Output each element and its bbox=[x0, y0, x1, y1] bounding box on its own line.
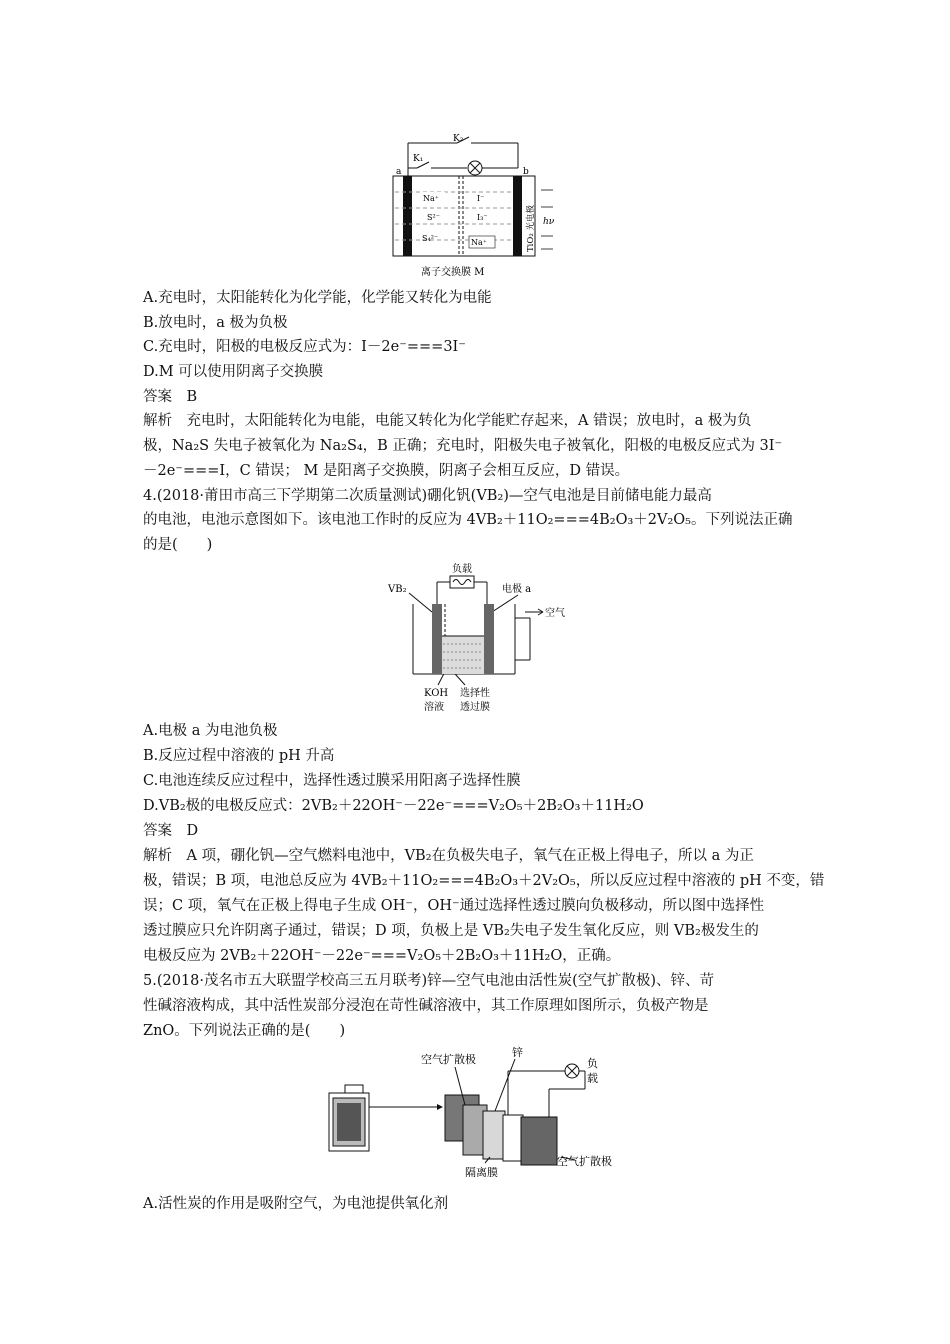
fig2-koh-label-1: KOH bbox=[424, 688, 449, 699]
fig3-separator-label: 隔离膜 bbox=[465, 1166, 498, 1177]
q4-stem-1: 4.(2018·莆田市高三下学期第二次质量测试)硼化钒(VB₂)—空气电池是目前储电能力最高 bbox=[143, 488, 712, 504]
q4-stem-2: 的电池，电池示意图如下。该电池工作时的反应为 4VB₂＋11O₂===4B₂O₃＋2V₂O₅。下列说法正确 bbox=[143, 512, 793, 528]
q3-option-c: C.充电时，阳极的电极反应式为：I－2e⁻===3I⁻ bbox=[143, 339, 466, 355]
q5-stem-2: 性碱溶液构成，其中活性炭部分浸泡在苛性碱溶液中，其工作原理如图所示，负极产物是 bbox=[143, 998, 709, 1014]
fig1-label-a: a bbox=[396, 167, 402, 177]
q3-explanation-2: 极，Na₂S 失电子被氧化为 Na₂S₄，B 正确；充电时，阳极失电子被氧化，阳极的电极反应式为 3I⁻ bbox=[143, 438, 783, 454]
fig1-ion-na-left: Na⁺ bbox=[423, 194, 439, 203]
fig1-ion-i: I⁻ bbox=[477, 194, 485, 203]
fig1-label-k2: K₂ bbox=[453, 134, 464, 144]
fig1-photoelectrode-label: TiO₂ 光电极 bbox=[526, 205, 536, 252]
fig2-vb2-label: VB₂ bbox=[388, 584, 407, 595]
q3-answer: 答案 B bbox=[143, 389, 198, 405]
q5-stem-1: 5.(2018·茂名市五大联盟学校高三五月联考)锌—空气电池由活性炭(空气扩散极)、锌、苛 bbox=[143, 973, 714, 989]
fig1-ion-s4: S₄²⁻ bbox=[422, 234, 439, 243]
q3-explanation-1: 解析 充电时，太阳能转化为电能，电能又转化为化学能贮存起来，A 错误；放电时，a 极为负 bbox=[143, 413, 752, 429]
fig1-label-k1: K₁ bbox=[413, 154, 424, 164]
q4-explanation-3: 误；C 项，氧气在正极上得电子生成 OH⁻，OH⁻通过选择性透过膜向负极移动，所以图中选择性 bbox=[143, 898, 765, 914]
fig2-membrane-label-2: 透过膜 bbox=[460, 702, 490, 713]
q3-option-a: A.充电时，太阳能转化为化学能，化学能又转化为电能 bbox=[143, 290, 492, 306]
q3-explanation-3: －2e⁻===I，C 错误； M 是阳离子交换膜，阴离子会相互反应，D 错误。 bbox=[143, 463, 630, 479]
q4-option-a: A.电极 a 为电池负极 bbox=[143, 723, 278, 739]
fig1-ion-s2: S²⁻ bbox=[427, 213, 440, 222]
q4-explanation-2: 极，错误；B 项，电池总反应为 4VB₂＋11O₂===4B₂O₃＋2V₂O₅，所以反应过程中溶液的 pH 不变，错 bbox=[143, 873, 825, 889]
fig1-label-b: b bbox=[523, 167, 529, 177]
q4-explanation-5: 电极反应为 2VB₂＋22OH⁻－22e⁻===V₂O₅＋2B₂O₃＋11H₂O，正确。 bbox=[143, 948, 621, 964]
fig3-air-electrode-bottom-label: 空气扩散极 bbox=[557, 1155, 612, 1168]
q4-option-c: C.电池连续反应过程中，选择性透过膜采用阳离子选择性膜 bbox=[143, 773, 521, 789]
q5-option-a: A.活性炭的作用是吸附空气，为电池提供氧化剂 bbox=[143, 1196, 449, 1212]
fig2-electrode-a-label: 电极 a bbox=[502, 584, 532, 595]
figure-zinc-air-cell bbox=[325, 1045, 645, 1177]
q5-stem-3: ZnO。下列说法正确的是( ) bbox=[143, 1023, 346, 1039]
fig1-caption: 离子交换膜 M bbox=[421, 267, 485, 278]
q3-option-b: B.放电时，a 极为负极 bbox=[143, 315, 288, 331]
fig2-koh-label-2: 溶液 bbox=[424, 702, 444, 713]
figure-vb2-air-cell bbox=[380, 562, 580, 720]
fig3-load-label-2: 载 bbox=[587, 1072, 598, 1085]
figure-solar-cell bbox=[385, 128, 565, 278]
fig1-ion-i3: I₃⁻ bbox=[477, 213, 488, 222]
fig2-load-label: 负载 bbox=[452, 564, 472, 575]
q4-answer: 答案 D bbox=[143, 823, 199, 839]
fig2-air-label: 空气 bbox=[545, 608, 565, 619]
q4-explanation-1: 解析 A 项，硼化钒—空气燃料电池中，VB₂在负极失电子，氧气在正极上得电子，所以 a 为正 bbox=[143, 848, 754, 864]
q4-explanation-4: 透过膜应只允许阴离子通过，错误；D 项，负极上是 VB₂失电子发生氧化反应，则 VB₂极发生的 bbox=[143, 923, 759, 939]
q3-option-d: D.M 可以使用阴离子交换膜 bbox=[143, 364, 324, 380]
fig1-hv-label: hν bbox=[543, 217, 555, 227]
q4-option-d: D.VB₂极的电极反应式：2VB₂＋22OH⁻－22e⁻===V₂O₅＋2B₂O₃＋11H₂O bbox=[143, 798, 644, 814]
fig1-ion-na-right: Na⁺ bbox=[471, 238, 487, 247]
fig3-air-electrode-top-label: 空气扩散极 bbox=[421, 1053, 476, 1066]
fig3-zinc-label: 锌 bbox=[512, 1046, 523, 1059]
fig3-load-label-1: 负 bbox=[587, 1057, 598, 1070]
fig2-membrane-label-1: 选择性 bbox=[460, 688, 490, 699]
q4-stem-3: 的是( ) bbox=[143, 537, 213, 553]
q4-option-b: B.反应过程中溶液的 pH 升高 bbox=[143, 748, 335, 764]
